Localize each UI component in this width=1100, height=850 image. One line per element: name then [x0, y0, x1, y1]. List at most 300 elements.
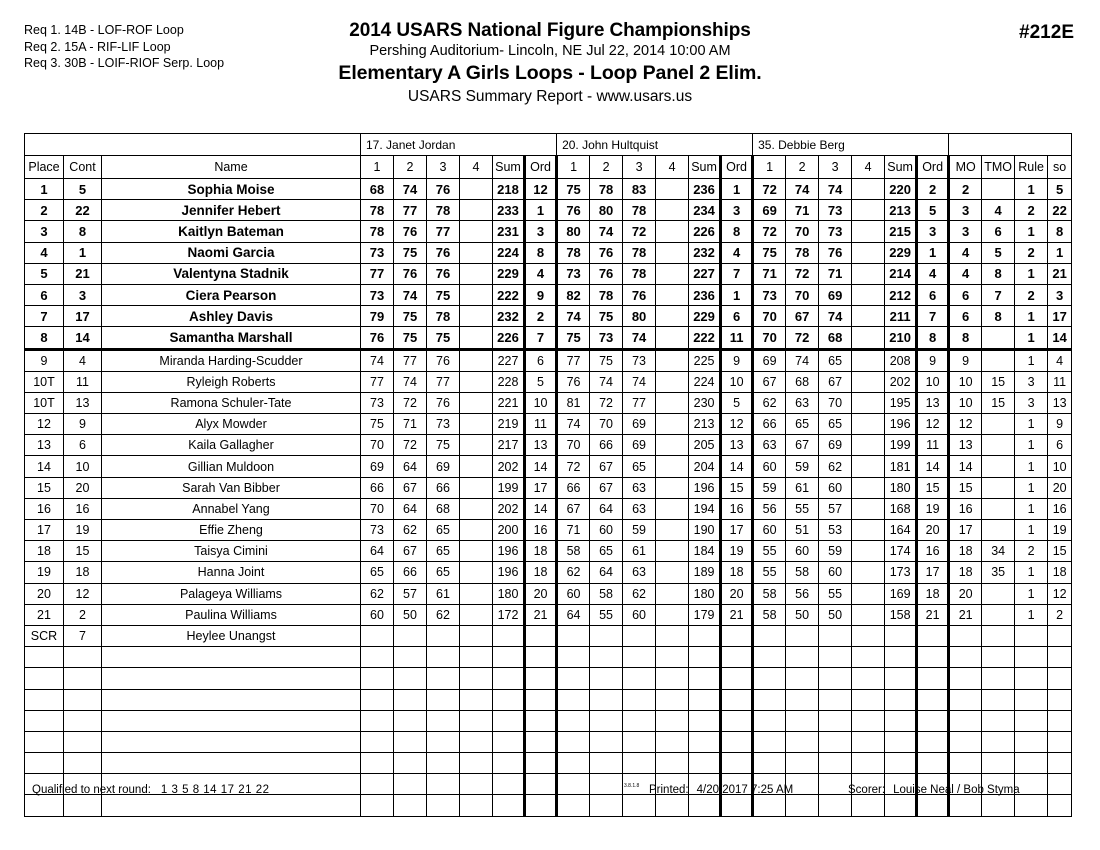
- cell-j2-fig3: 78: [623, 263, 656, 284]
- cell-empty: [1015, 647, 1048, 668]
- cell-j2-fig3: 74: [623, 371, 656, 392]
- cell-empty: [394, 710, 427, 731]
- cell-empty: [557, 647, 590, 668]
- cell-j1-fig1: 64: [361, 541, 394, 562]
- cell-j1-fig1: 69: [361, 456, 394, 477]
- cell-j1-fig3: 75: [427, 327, 460, 349]
- col-header-cont: Cont: [64, 156, 102, 179]
- cell-j3-fig4: [852, 327, 885, 349]
- cell-empty: [361, 668, 394, 689]
- cell-so: 8: [1048, 221, 1072, 242]
- cell-empty: [590, 731, 623, 752]
- cell-j3-fig4: [852, 179, 885, 200]
- cell-tmo: [982, 435, 1015, 456]
- cell-j2-fig1: 76: [557, 371, 590, 392]
- cell-empty: [982, 731, 1015, 752]
- cell-place: 5: [25, 263, 64, 284]
- table-row: [25, 520, 1072, 541]
- cell-j3-sum: 215: [885, 221, 917, 242]
- cell-j2-sum: 179: [689, 604, 721, 625]
- col-header-j3-f3: 3: [819, 156, 852, 179]
- cell-j1-fig3: 77: [427, 371, 460, 392]
- cell-place: 19: [25, 562, 64, 583]
- cell-mo: [949, 625, 982, 646]
- cell-tmo: 4: [982, 200, 1015, 221]
- col-header-j1-f2: 2: [394, 156, 427, 179]
- cell-j2-ord: 8: [721, 221, 753, 242]
- cell-cont: 1: [64, 242, 102, 263]
- cell-j2-sum: 226: [689, 221, 721, 242]
- cell-rule: 1: [1015, 414, 1048, 435]
- cell-j1-sum: 199: [493, 477, 525, 498]
- cell-j1-fig2: 75: [394, 306, 427, 327]
- cell-j2-fig1: [557, 625, 590, 646]
- cell-j1-fig4: [460, 284, 493, 305]
- cell-j1-fig4: [460, 349, 493, 371]
- cell-so: 10: [1048, 456, 1072, 477]
- cell-j3-fig4: [852, 349, 885, 371]
- table-row: [25, 221, 1072, 242]
- cell-j2-ord: 21: [721, 604, 753, 625]
- cell-empty: [427, 731, 460, 752]
- cell-place: 13: [25, 435, 64, 456]
- table-row: [25, 306, 1072, 327]
- venue-datetime: Pershing Auditorium- Lincoln, NE Jul 22, 2014 10:00 AM: [369, 43, 731, 59]
- cell-j2-fig3: 77: [623, 392, 656, 413]
- cell-empty: [949, 731, 982, 752]
- cell-j3-fig4: [852, 306, 885, 327]
- cell-empty: [786, 731, 819, 752]
- cell-mo: 10: [949, 371, 982, 392]
- cell-j1-ord: 5: [525, 371, 557, 392]
- cell-j3-fig1: 75: [753, 242, 786, 263]
- cell-j1-fig2: 75: [394, 242, 427, 263]
- cell-j2-fig1: 77: [557, 349, 590, 371]
- table-row-empty: [25, 647, 1072, 668]
- cell-j3-fig4: [852, 562, 885, 583]
- cell-j2-fig1: 60: [557, 583, 590, 604]
- cell-j2-fig2: 75: [590, 306, 623, 327]
- cell-empty: [656, 753, 689, 774]
- cell-skater-name: Naomi Garcia: [102, 242, 361, 263]
- band-spacer: [1015, 134, 1048, 156]
- cell-empty: [656, 710, 689, 731]
- cell-empty: [852, 647, 885, 668]
- cell-j3-fig3: 57: [819, 498, 852, 519]
- cell-j3-sum: 229: [885, 242, 917, 263]
- cell-j2-sum: 189: [689, 562, 721, 583]
- cell-empty: [590, 668, 623, 689]
- cell-j2-fig2: 75: [590, 349, 623, 371]
- cell-mo: 6: [949, 306, 982, 327]
- cell-empty: [525, 731, 557, 752]
- cell-j2-fig4: [656, 284, 689, 305]
- cell-j3-fig4: [852, 477, 885, 498]
- col-header-j1-f1: 1: [361, 156, 394, 179]
- cell-j3-fig1: 69: [753, 349, 786, 371]
- printed-label: Printed:: [649, 784, 689, 796]
- cell-rule: 2: [1015, 284, 1048, 305]
- judge-band-row: [25, 134, 1072, 156]
- cell-tmo: [982, 477, 1015, 498]
- cell-j2-fig2: 66: [590, 435, 623, 456]
- cell-j1-fig4: [460, 477, 493, 498]
- cell-j1-fig3: 66: [427, 477, 460, 498]
- cell-j3-fig2: 61: [786, 477, 819, 498]
- cell-so: 18: [1048, 562, 1072, 583]
- cell-place: 4: [25, 242, 64, 263]
- cell-j1-ord: 18: [525, 562, 557, 583]
- cell-j1-sum: 227: [493, 349, 525, 371]
- col-header-so: so: [1048, 156, 1072, 179]
- cell-j1-sum: 222: [493, 284, 525, 305]
- cell-j3-fig1: 72: [753, 221, 786, 242]
- cell-so: 6: [1048, 435, 1072, 456]
- cell-j2-sum: 236: [689, 179, 721, 200]
- cell-j2-fig1: 66: [557, 477, 590, 498]
- cell-j3-fig2: 70: [786, 284, 819, 305]
- cell-j3-sum: 174: [885, 541, 917, 562]
- cell-so: 4: [1048, 349, 1072, 371]
- cell-cont: 6: [64, 435, 102, 456]
- cell-empty: [689, 753, 721, 774]
- cell-j1-fig3: 65: [427, 541, 460, 562]
- cell-j1-sum: 200: [493, 520, 525, 541]
- cell-j3-sum: 220: [885, 179, 917, 200]
- cell-empty: [819, 731, 852, 752]
- cell-j2-fig1: 74: [557, 414, 590, 435]
- cell-cont: 9: [64, 414, 102, 435]
- cell-j1-fig2: 74: [394, 371, 427, 392]
- cell-j1-fig1: 73: [361, 520, 394, 541]
- cell-j1-fig4: [460, 200, 493, 221]
- cell-j3-sum: 173: [885, 562, 917, 583]
- cell-empty: [786, 710, 819, 731]
- cell-empty: [753, 668, 786, 689]
- cell-j3-ord: 6: [917, 284, 949, 305]
- cell-j1-fig2: 77: [394, 349, 427, 371]
- cell-j2-fig1: 64: [557, 604, 590, 625]
- cell-so: 17: [1048, 306, 1072, 327]
- cell-j3-fig3: 76: [819, 242, 852, 263]
- cell-j2-fig1: 73: [557, 263, 590, 284]
- cell-skater-name: Sophia Moise: [102, 179, 361, 200]
- cell-j2-fig2: 76: [590, 242, 623, 263]
- cell-j1-fig4: [460, 371, 493, 392]
- cell-empty: [361, 753, 394, 774]
- cell-empty: [493, 689, 525, 710]
- cell-j3-ord: [917, 625, 949, 646]
- cell-empty: [917, 753, 949, 774]
- cell-j3-fig3: 74: [819, 179, 852, 200]
- cell-empty: [590, 647, 623, 668]
- table-row: [25, 498, 1072, 519]
- cell-j3-ord: 4: [917, 263, 949, 284]
- cell-tmo: [982, 327, 1015, 349]
- cell-j1-ord: 4: [525, 263, 557, 284]
- cell-j3-fig4: [852, 200, 885, 221]
- cell-rule: 1: [1015, 583, 1048, 604]
- cell-j3-sum: 214: [885, 263, 917, 284]
- cell-j3-fig1: 58: [753, 583, 786, 604]
- cell-j1-fig3: 73: [427, 414, 460, 435]
- cell-j2-fig4: [656, 498, 689, 519]
- cell-j1-fig1: [361, 625, 394, 646]
- cell-j3-sum: 168: [885, 498, 917, 519]
- cell-empty: [102, 710, 361, 731]
- cell-rule: 2: [1015, 200, 1048, 221]
- cell-j1-fig2: 77: [394, 200, 427, 221]
- cell-skater-name: Samantha Marshall: [102, 327, 361, 349]
- cell-rule: 1: [1015, 221, 1048, 242]
- printed-line: [649, 784, 793, 796]
- cell-j2-fig2: 55: [590, 604, 623, 625]
- cell-place: 12: [25, 414, 64, 435]
- cell-j1-fig3: 68: [427, 498, 460, 519]
- cell-j3-ord: 11: [917, 435, 949, 456]
- cell-empty: [493, 647, 525, 668]
- cell-j2-fig4: [656, 263, 689, 284]
- cell-j1-fig1: 70: [361, 498, 394, 519]
- cell-j1-fig4: [460, 520, 493, 541]
- cell-j2-fig3: 65: [623, 456, 656, 477]
- cell-j2-fig3: 83: [623, 179, 656, 200]
- cell-so: 22: [1048, 200, 1072, 221]
- cell-j1-sum: [493, 625, 525, 646]
- cell-j1-ord: 13: [525, 435, 557, 456]
- cell-j3-fig1: 63: [753, 435, 786, 456]
- cell-j1-fig3: [427, 625, 460, 646]
- cell-empty: [493, 710, 525, 731]
- band-spacer: [982, 134, 1015, 156]
- cell-empty: [493, 731, 525, 752]
- table-row: [25, 562, 1072, 583]
- cell-empty: [1015, 710, 1048, 731]
- cell-j1-ord: 2: [525, 306, 557, 327]
- cell-skater-name: Valentyna Stadnik: [102, 263, 361, 284]
- cell-tmo: 7: [982, 284, 1015, 305]
- cell-j3-fig2: 56: [786, 583, 819, 604]
- cell-j3-fig2: 72: [786, 263, 819, 284]
- cell-j2-ord: 19: [721, 541, 753, 562]
- cell-empty: [721, 668, 753, 689]
- cell-j3-fig3: 60: [819, 562, 852, 583]
- table-row-empty: [25, 731, 1072, 752]
- cell-j3-sum: 169: [885, 583, 917, 604]
- cell-empty: [64, 668, 102, 689]
- cell-j1-sum: 218: [493, 179, 525, 200]
- cell-empty: [852, 753, 885, 774]
- cell-j1-fig2: 76: [394, 221, 427, 242]
- cell-j2-fig1: 78: [557, 242, 590, 263]
- cell-j2-fig4: [656, 221, 689, 242]
- cell-j3-sum: 196: [885, 414, 917, 435]
- cell-empty: [25, 731, 64, 752]
- cell-j2-ord: 10: [721, 371, 753, 392]
- band-spacer: [102, 134, 361, 156]
- cell-j2-fig2: 76: [590, 263, 623, 284]
- cell-j3-ord: 1: [917, 242, 949, 263]
- cell-j2-ord: 3: [721, 200, 753, 221]
- cell-j2-fig2: 65: [590, 541, 623, 562]
- cell-j1-fig1: 66: [361, 477, 394, 498]
- cell-j1-fig1: 70: [361, 435, 394, 456]
- cell-j3-fig4: [852, 583, 885, 604]
- cell-empty: [557, 731, 590, 752]
- cell-empty: [819, 689, 852, 710]
- cell-j3-sum: 202: [885, 371, 917, 392]
- cell-j3-fig2: 67: [786, 435, 819, 456]
- cell-j3-fig3: 50: [819, 604, 852, 625]
- cell-so: [1048, 625, 1072, 646]
- col-header-j2-f4: 4: [656, 156, 689, 179]
- cell-j2-fig2: 72: [590, 392, 623, 413]
- cell-j2-fig2: 64: [590, 562, 623, 583]
- cell-j1-sum: 202: [493, 456, 525, 477]
- cell-empty: [102, 647, 361, 668]
- cell-j1-fig2: 72: [394, 392, 427, 413]
- col-header-name: Name: [102, 156, 361, 179]
- cell-j1-sum: 232: [493, 306, 525, 327]
- cell-empty: [689, 647, 721, 668]
- cell-mo: 4: [949, 263, 982, 284]
- cell-cont: 15: [64, 541, 102, 562]
- cell-empty: [493, 668, 525, 689]
- cell-empty: [64, 689, 102, 710]
- cell-j1-fig3: 75: [427, 435, 460, 456]
- cell-j1-fig2: 64: [394, 498, 427, 519]
- cell-tmo: 35: [982, 562, 1015, 583]
- cell-j3-fig2: 67: [786, 306, 819, 327]
- cell-rule: 1: [1015, 498, 1048, 519]
- cell-j2-fig4: [656, 414, 689, 435]
- table-row: [25, 349, 1072, 371]
- cell-j2-fig2: 67: [590, 477, 623, 498]
- cell-empty: [427, 710, 460, 731]
- cell-empty: [460, 710, 493, 731]
- cell-j3-fig3: 65: [819, 414, 852, 435]
- cell-empty: [786, 668, 819, 689]
- cell-j1-fig3: 78: [427, 306, 460, 327]
- cell-skater-name: Jennifer Hebert: [102, 200, 361, 221]
- cell-place: 9: [25, 349, 64, 371]
- cell-j2-ord: 18: [721, 562, 753, 583]
- cell-j1-fig2: 50: [394, 604, 427, 625]
- cell-j2-ord: 4: [721, 242, 753, 263]
- cell-skater-name: Ciera Pearson: [102, 284, 361, 305]
- cell-rule: 2: [1015, 242, 1048, 263]
- cell-place: 20: [25, 583, 64, 604]
- cell-rule: 1: [1015, 520, 1048, 541]
- cell-j3-sum: 212: [885, 284, 917, 305]
- cell-j1-fig2: 67: [394, 541, 427, 562]
- cell-empty: [460, 647, 493, 668]
- cell-j1-ord: 8: [525, 242, 557, 263]
- col-header-rule: Rule: [1015, 156, 1048, 179]
- cell-j1-ord: 10: [525, 392, 557, 413]
- cell-empty: [623, 731, 656, 752]
- col-header-j3-f2: 2: [786, 156, 819, 179]
- cell-j1-fig4: [460, 435, 493, 456]
- cell-j1-fig1: 79: [361, 306, 394, 327]
- cell-j3-fig2: 63: [786, 392, 819, 413]
- cell-j2-fig3: 78: [623, 200, 656, 221]
- cell-j2-fig4: [656, 562, 689, 583]
- cell-j2-fig1: 67: [557, 498, 590, 519]
- cell-j2-ord: 15: [721, 477, 753, 498]
- printed-value: 4/20/2017 7:25 AM: [696, 784, 794, 796]
- report-header: [150, 20, 950, 108]
- cell-j3-ord: 2: [917, 179, 949, 200]
- cell-j2-fig4: [656, 583, 689, 604]
- cell-j3-sum: 211: [885, 306, 917, 327]
- cell-j3-fig3: 59: [819, 541, 852, 562]
- cell-tmo: [982, 349, 1015, 371]
- cell-empty: [689, 668, 721, 689]
- cell-place: 1: [25, 179, 64, 200]
- qualified-line: [32, 784, 270, 796]
- cell-j3-ord: 3: [917, 221, 949, 242]
- cell-so: 15: [1048, 541, 1072, 562]
- cell-j1-fig3: 76: [427, 179, 460, 200]
- cell-so: 21: [1048, 263, 1072, 284]
- cell-empty: [885, 731, 917, 752]
- cell-j2-fig1: 62: [557, 562, 590, 583]
- judge-1-header: 17. Janet Jordan: [361, 134, 557, 156]
- cell-j3-fig3: 74: [819, 306, 852, 327]
- cell-place: 14: [25, 456, 64, 477]
- cell-j1-fig4: [460, 221, 493, 242]
- cell-cont: 20: [64, 477, 102, 498]
- cell-place: 3: [25, 221, 64, 242]
- cell-j1-sum: 231: [493, 221, 525, 242]
- table-row: [25, 179, 1072, 200]
- cell-j1-fig1: 76: [361, 327, 394, 349]
- cell-mo: 16: [949, 498, 982, 519]
- col-header-j1-ord: Ord: [525, 156, 557, 179]
- cell-j1-fig1: 77: [361, 371, 394, 392]
- cell-j1-fig4: [460, 306, 493, 327]
- cell-j2-fig3: 63: [623, 562, 656, 583]
- cell-j1-fig3: 76: [427, 242, 460, 263]
- cell-j3-fig2: 70: [786, 221, 819, 242]
- cell-j3-fig3: 73: [819, 200, 852, 221]
- cell-j1-ord: 16: [525, 520, 557, 541]
- cell-so: 13: [1048, 392, 1072, 413]
- col-header-mo: MO: [949, 156, 982, 179]
- cell-j1-fig2: 72: [394, 435, 427, 456]
- cell-j2-fig1: 75: [557, 327, 590, 349]
- cell-empty: [949, 689, 982, 710]
- cell-j2-fig4: [656, 242, 689, 263]
- cell-j3-fig2: 74: [786, 349, 819, 371]
- cell-j1-fig2: 57: [394, 583, 427, 604]
- cell-j3-sum: 180: [885, 477, 917, 498]
- cell-j2-fig1: 82: [557, 284, 590, 305]
- cell-j1-fig4: [460, 541, 493, 562]
- table-row: [25, 541, 1072, 562]
- cell-cont: 10: [64, 456, 102, 477]
- cell-empty: [885, 710, 917, 731]
- cell-j2-sum: 180: [689, 583, 721, 604]
- cell-j2-sum: 194: [689, 498, 721, 519]
- cell-j2-fig3: 69: [623, 414, 656, 435]
- cell-j3-fig1: 70: [753, 306, 786, 327]
- cell-j2-sum: 213: [689, 414, 721, 435]
- cell-j1-ord: 3: [525, 221, 557, 242]
- cell-j2-fig4: [656, 625, 689, 646]
- cell-j3-sum: 195: [885, 392, 917, 413]
